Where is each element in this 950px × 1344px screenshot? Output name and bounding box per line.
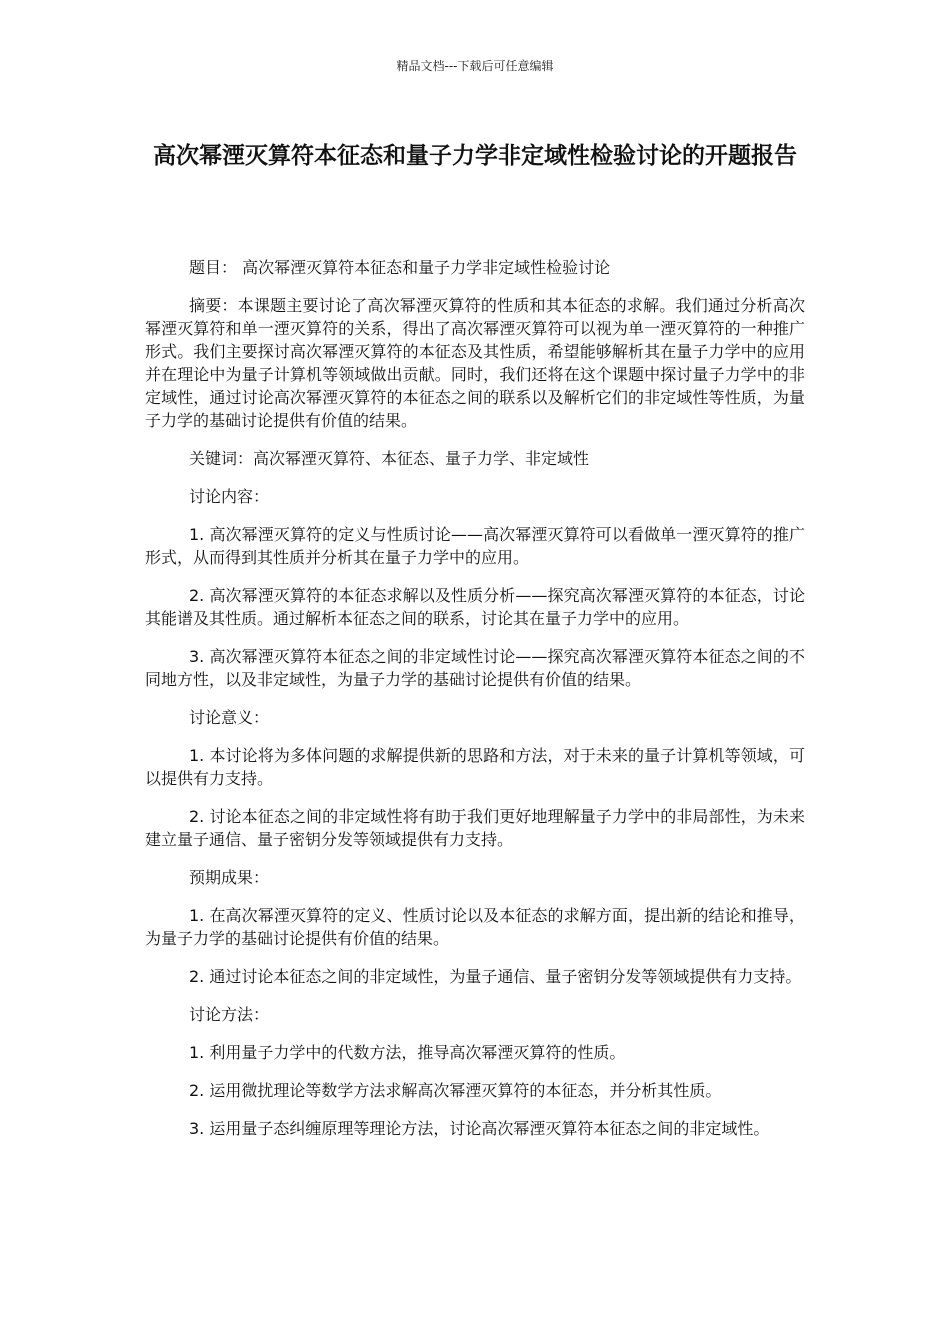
document-title: 高次幂湮灭算符本征态和量子力学非定域性检验讨论的开题报告 bbox=[153, 143, 797, 169]
list-item: 1. 利用量子力学中的代数方法，推导高次幂湮灭算符的性质。 bbox=[189, 1043, 626, 1062]
section-heading-content: 讨论内容： bbox=[189, 487, 270, 506]
list-item: 3. 高次幂湮灭算符本征态之间的非定域性讨论——探究高次幂湮灭算符本征态之间的不同地方性，以及非定域性，为量子力学的基础讨论提供有价值的结果。 bbox=[145, 647, 805, 689]
list-item: 1. 高次幂湮灭算符的定义与性质讨论——高次幂湮灭算符可以看做单一湮灭算符的推广形式，从而得到其性质并分析其在量子力学中的应用。 bbox=[145, 525, 805, 567]
list-item: 2. 运用微扰理论等数学方法求解高次幂湮灭算符的本征态，并分析其性质。 bbox=[189, 1081, 722, 1100]
paragraph-topic: 题目： 高次幂湮灭算符本征态和量子力学非定域性检验讨论 bbox=[189, 258, 611, 277]
paragraph-keywords: 关键词：高次幂湮灭算符、本征态、量子力学、非定域性 bbox=[189, 449, 590, 468]
list-item: 1. 本讨论将为多体问题的求解提供新的思路和方法，对于未来的量子计算机等领域，可以提供有力支持。 bbox=[145, 746, 805, 788]
list-item: 1. 在高次幂湮灭算符的定义、性质讨论以及本征态的求解方面，提出新的结论和推导，为量子力学的基础讨论提供有价值的结果。 bbox=[145, 906, 805, 948]
list-item: 2. 通过讨论本征态之间的非定域性，为量子通信、量子密钥分发等领域提供有力支持。 bbox=[189, 967, 802, 986]
list-item: 3. 运用量子态纠缠原理等理论方法，讨论高次幂湮灭算符本征态之间的非定域性。 bbox=[189, 1119, 770, 1138]
section-heading-results: 预期成果： bbox=[189, 868, 270, 887]
list-item: 2. 讨论本征态之间的非定域性将有助于我们更好地理解量子力学中的非局部性，为未来建立量子通信、量子密钥分发等领域提供有力支持。 bbox=[145, 807, 805, 849]
section-heading-significance: 讨论意义： bbox=[189, 708, 270, 727]
paragraph-abstract: 摘要：本课题主要讨论了高次幂湮灭算符的性质和其本征态的求解。我们通过分析高次幂湮灭算符和单一湮灭算符的关系，得出了高次幂湮灭算符可以视为单一湮灭算符的一种推广形式。我们主要探讨高次幂湮灭算符的本征态及其性质，希望能够解析其在量子力学中的应用并在理论中为量子计算机等领域做出贡献。同时，我们还将在这个课题中探讨量子力学中的非定域性，通过讨论高次幂湮灭算符的本征态之间的联系以及解析它们的非定域性等性质，为量子力学的基础讨论提供有价值的结果。 bbox=[145, 296, 805, 430]
header-note: 精品文档---下载后可任意编辑 bbox=[396, 59, 554, 73]
list-item: 2. 高次幂湮灭算符的本征态求解以及性质分析——探究高次幂湮灭算符的本征态，讨论其能谱及其性质。通过解析本征态之间的联系，讨论其在量子力学中的应用。 bbox=[145, 586, 805, 628]
document-body bbox=[145, 256, 805, 1155]
section-heading-methods: 讨论方法： bbox=[189, 1005, 270, 1024]
